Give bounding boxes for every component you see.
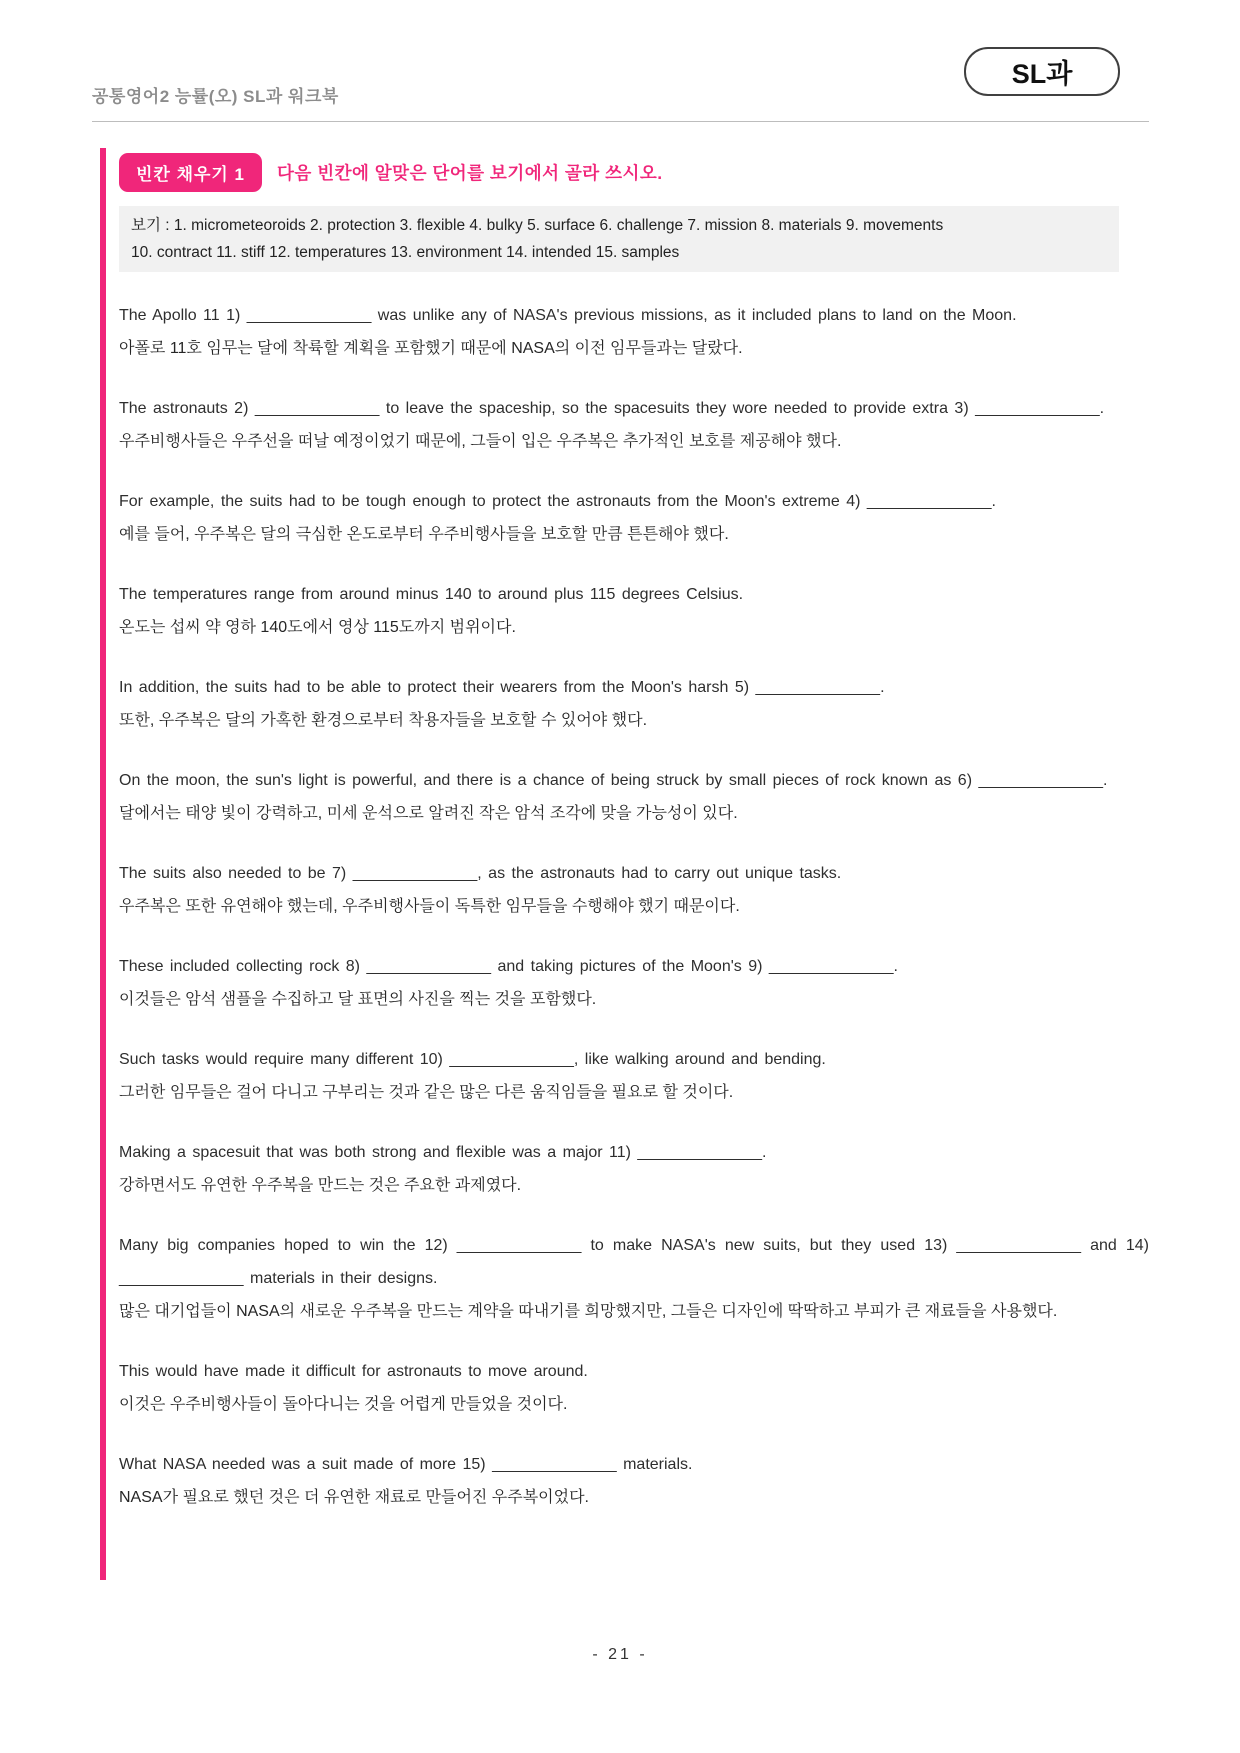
korean-translation: 강하면서도 유연한 우주복을 만드는 것은 주요한 과제였다. <box>119 1177 522 1194</box>
paragraph-block <box>119 1229 1149 1328</box>
word-bank-line-1 <box>131 212 1107 239</box>
word-bank-label: 보기 : <box>131 217 170 234</box>
unit-badge-pill <box>964 47 1120 96</box>
paragraph-block <box>119 1043 1149 1109</box>
english-sentence: Making a spacesuit that was both strong and flexible was a major 11) ______________. <box>119 1144 767 1161</box>
paragraph-block <box>119 485 1149 551</box>
english-sentence: For example, the suits had to be tough enough to protect the astronauts from the Moon's extreme 4) ______________. <box>119 493 996 510</box>
paragraph-block <box>119 578 1149 644</box>
page-number: - 21 - <box>592 1646 648 1663</box>
english-sentence: The temperatures range from around minus 140 to around plus 115 degrees Celsius. <box>119 586 744 603</box>
accent-bar <box>100 148 106 1580</box>
paragraph-block <box>119 764 1149 830</box>
korean-translation: 아폴로 11호 임무는 달에 착륙할 계획을 포함했기 때문에 NASA의 이전 임무들과는 달랐다. <box>119 340 743 357</box>
main-content <box>119 148 1149 1541</box>
english-sentence: The Apollo 11 1) ______________ was unlike any of NASA's previous missions, as it included plans to land on the Moon. <box>119 307 1017 324</box>
word-bank-words-1: 1. micrometeoroids 2. protection 3. flexible 4. bulky 5. surface 6. challenge 7. mission 8. materials 9. movements <box>173 217 944 234</box>
english-sentence: These included collecting rock 8) ______________ and taking pictures of the Moon's 9) ______________. <box>119 958 898 975</box>
section-instruction: 다음 빈칸에 알맞은 단어를 보기에서 골라 쓰시오. <box>277 163 663 183</box>
english-sentence: The astronauts 2) ______________ to leave the spaceship, so the spacesuits they wore needed to provide extra 3) ______________. <box>119 400 1105 417</box>
paragraph-block <box>119 950 1149 1016</box>
english-sentence: Many big companies hoped to win the 12) ______________ to make NASA's new suits, but they used 13) ______________ and 14) ______________ materials in their designs. <box>119 1237 1149 1287</box>
section-badge: 빈칸 채우기 1 <box>119 153 262 192</box>
english-sentence: On the moon, the sun's light is powerful, and there is a chance of being struck by small pieces of rock known as 6) ______________. <box>119 772 1108 789</box>
section-header <box>119 153 1149 192</box>
unit-badge-label: SL과 <box>1011 59 1073 89</box>
word-bank-line-2: 10. contract 11. stiff 12. temperatures 13. environment 14. intended 15. samples <box>131 244 680 261</box>
korean-translation: 이것들은 암석 샘플을 수집하고 달 표면의 사진을 찍는 것을 포함했다. <box>119 991 597 1008</box>
paragraph-list <box>119 299 1149 1514</box>
korean-translation: NASA가 필요로 했던 것은 더 유연한 재료로 만들어진 우주복이었다. <box>119 1489 589 1506</box>
paragraph-block <box>119 1355 1149 1421</box>
korean-translation: 또한, 우주복은 달의 가혹한 환경으로부터 착용자들을 보호할 수 있어야 했다. <box>119 712 648 729</box>
english-sentence: This would have made it difficult for astronauts to move around. <box>119 1363 588 1380</box>
paragraph-block <box>119 1448 1149 1514</box>
document-title: 공통영어2 능률(오) SL과 워크북 <box>92 87 339 106</box>
paragraph-block <box>119 671 1149 737</box>
korean-translation: 우주비행사들은 우주선을 떠날 예정이었기 때문에, 그들이 입은 우주복은 추가적인 보호를 제공해야 했다. <box>119 433 842 450</box>
english-sentence: The suits also needed to be 7) ______________, as the astronauts had to carry out unique tasks. <box>119 865 842 882</box>
korean-translation: 달에서는 태양 빛이 강력하고, 미세 운석으로 알려진 작은 암석 조각에 맞을 가능성이 있다. <box>119 805 738 822</box>
english-sentence: In addition, the suits had to be able to protect their wearers from the Moon's harsh 5) ______________. <box>119 679 885 696</box>
korean-translation: 많은 대기업들이 NASA의 새로운 우주복을 만드는 계약을 따내기를 희망했지만, 그들은 디자인에 딱딱하고 부피가 큰 재료들을 사용했다. <box>119 1303 1058 1320</box>
paragraph-block <box>119 857 1149 923</box>
english-sentence: What NASA needed was a suit made of more 15) ______________ materials. <box>119 1456 693 1473</box>
korean-translation: 우주복은 또한 유연해야 했는데, 우주비행사들이 독특한 임무들을 수행해야 했기 때문이다. <box>119 898 740 915</box>
english-sentence: Such tasks would require many different 10) ______________, like walking around and bending. <box>119 1051 826 1068</box>
korean-translation: 온도는 섭씨 약 영하 140도에서 영상 115도까지 범위이다. <box>119 619 516 636</box>
word-bank <box>119 206 1119 272</box>
korean-translation: 그러한 임무들은 걸어 다니고 구부리는 것과 같은 많은 다른 움직임들을 필요로 할 것이다. <box>119 1084 734 1101</box>
korean-translation: 예를 들어, 우주복은 달의 극심한 온도로부터 우주비행사들을 보호할 만큼 튼튼해야 했다. <box>119 526 729 543</box>
paragraph-block <box>119 1136 1149 1202</box>
paragraph-block <box>119 392 1149 458</box>
paragraph-block <box>119 299 1149 365</box>
korean-translation: 이것은 우주비행사들이 돌아다니는 것을 어렵게 만들었을 것이다. <box>119 1396 568 1413</box>
